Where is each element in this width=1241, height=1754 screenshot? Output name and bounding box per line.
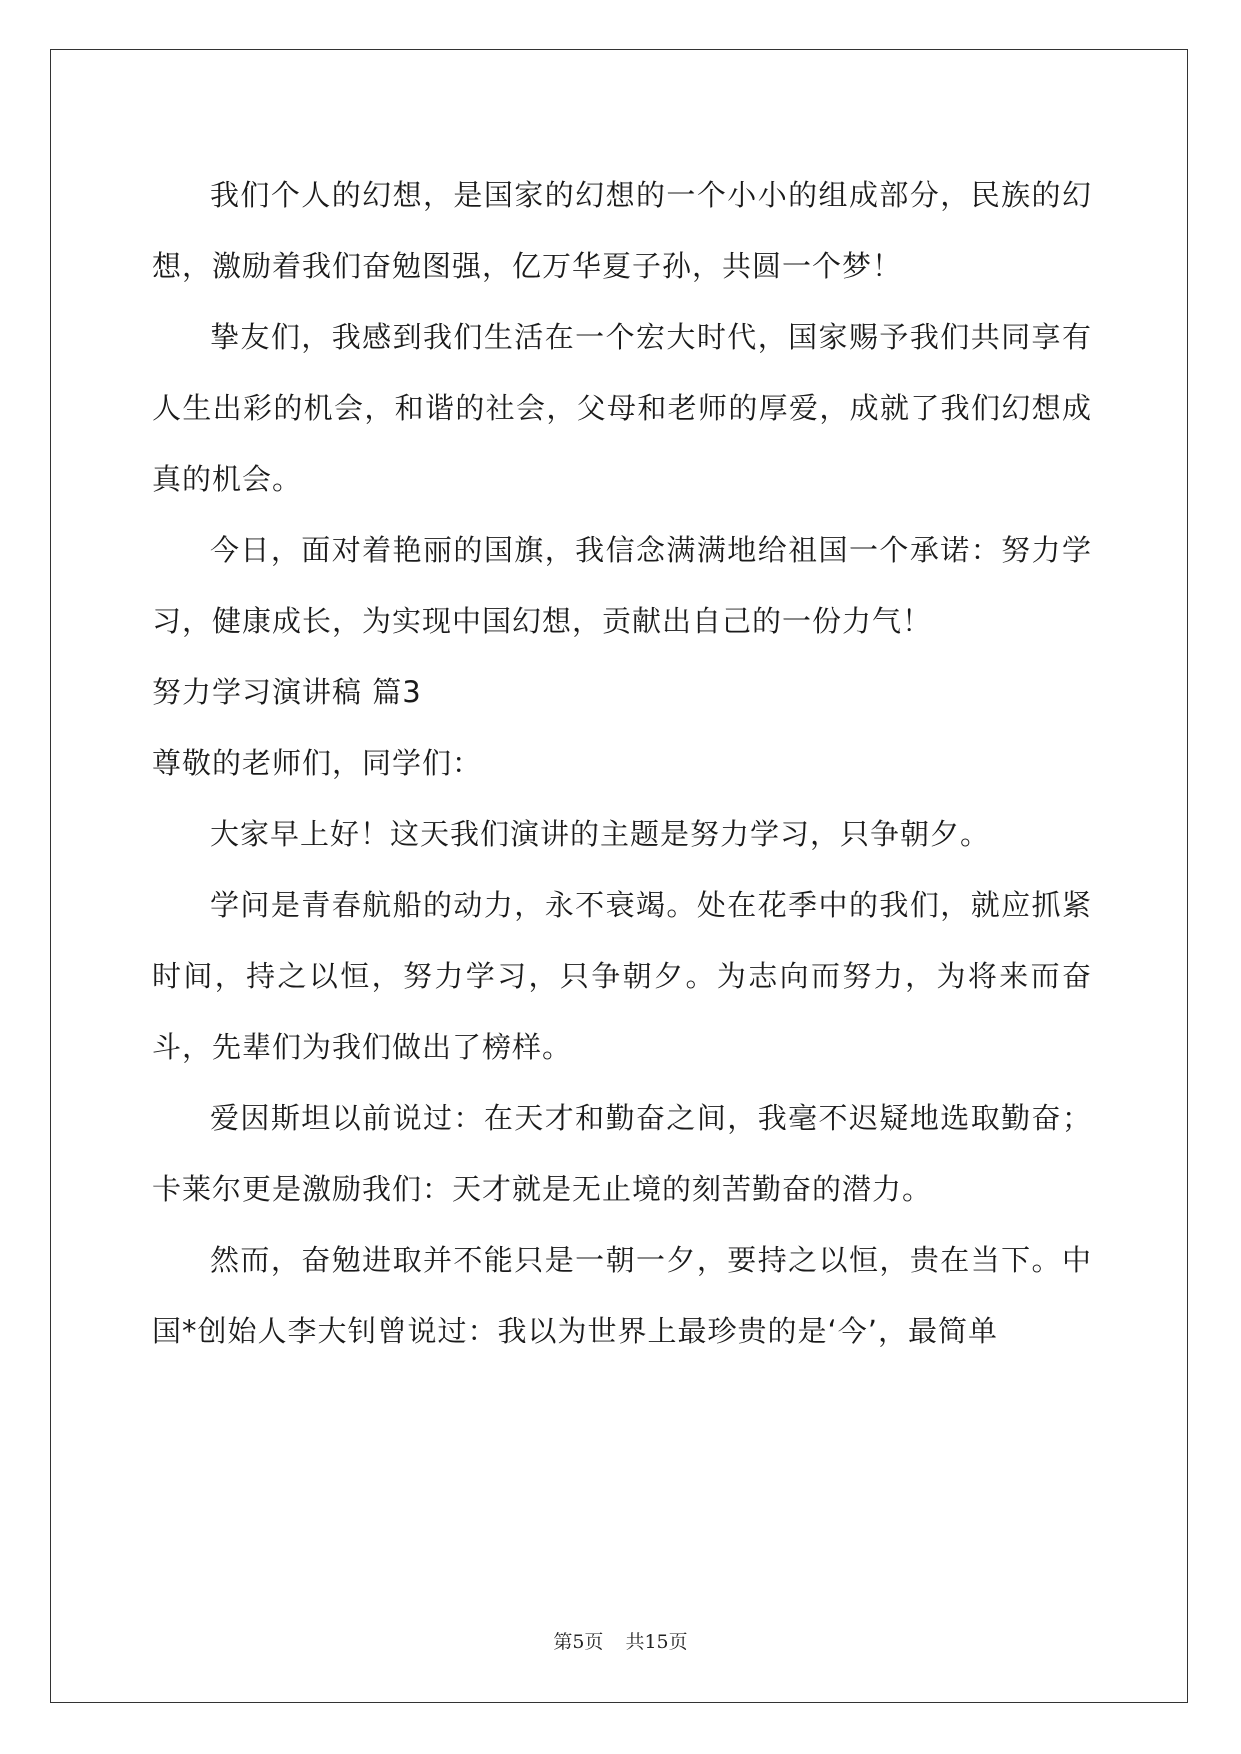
page-number: 第5页	[553, 1631, 604, 1653]
paragraph: 然而，奋勉进取并不能只是一朝一夕，要持之以恒，贵在当下。中国*创始人李大钊曾说过：我以为世界上最珍贵的是‘今’，最简单	[152, 1243, 1092, 1348]
page-footer	[0, 1627, 1241, 1654]
paragraph: 学问是青春航船的动力，永不衰竭。处在花季中的我们，就应抓紧时间，持之以恒，努力学习，只争朝夕。为志向而努力，为将来而奋斗，先辈们为我们做出了榜样。	[152, 888, 1092, 1064]
salutation: 尊敬的老师们，同学们：	[152, 746, 483, 780]
paragraph: 挚友们，我感到我们生活在一个宏大时代，国家赐予我们共同享有人生出彩的机会，和谐的社会，父母和老师的厚爱，成就了我们幻想成真的机会。	[152, 320, 1092, 496]
paragraph: 大家早上好！这天我们演讲的主题是努力学习，只争朝夕。	[210, 817, 991, 851]
paragraph: 爱因斯坦以前说过：在天才和勤奋之间，我毫不迟疑地选取勤奋；卡莱尔更是激励我们：天才就是无止境的刻苦勤奋的潜力。	[152, 1101, 1092, 1206]
document-body	[152, 160, 1092, 1367]
section-heading: 努力学习演讲稿 篇3	[152, 675, 422, 709]
paragraph: 我们个人的幻想，是国家的幻想的一个小小的组成部分，民族的幻想，激励着我们奋勉图强，亿万华夏子孙，共圆一个梦！	[152, 178, 1092, 283]
paragraph: 今日，面对着艳丽的国旗，我信念满满地给祖国一个承诺：努力学习，健康成长，为实现中国幻想，贡献出自己的一份力气！	[152, 533, 1092, 638]
page-total: 共15页	[625, 1631, 688, 1653]
